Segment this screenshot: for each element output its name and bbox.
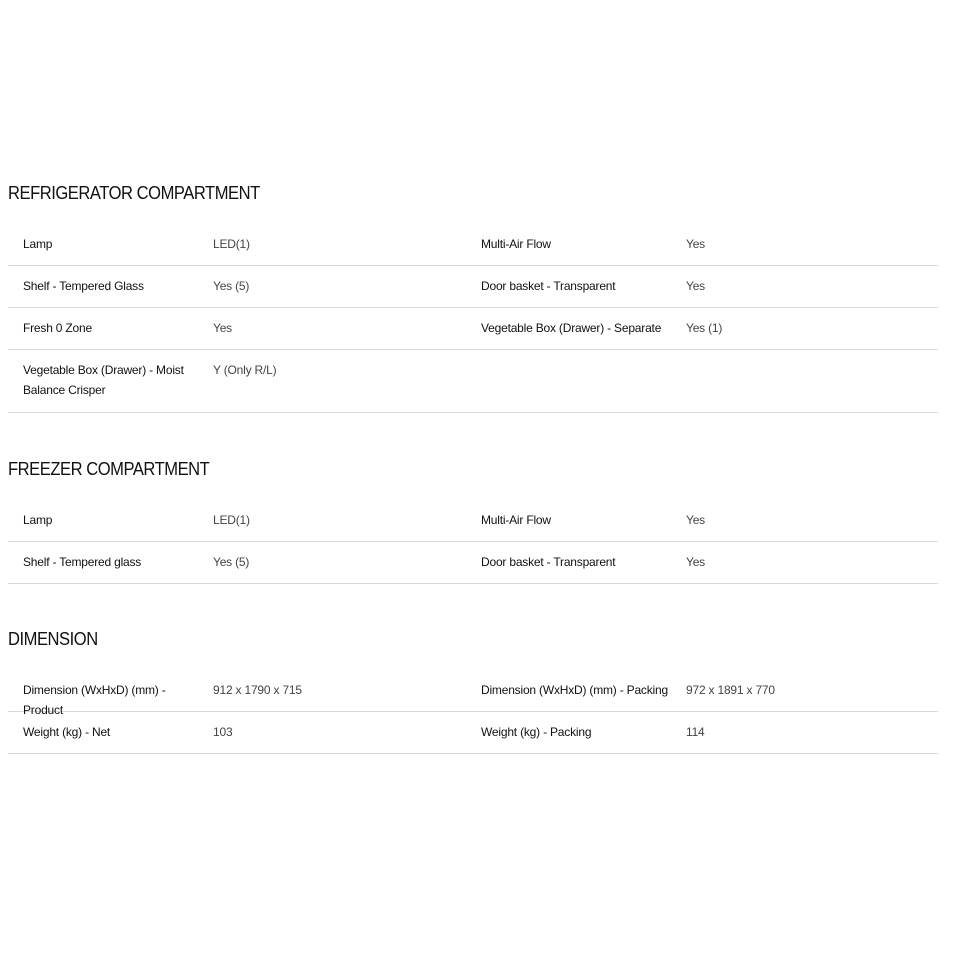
- spec-value: Yes: [686, 279, 705, 293]
- spec-label: [481, 350, 686, 360]
- refrigerator-compartment-section: [8, 180, 938, 413]
- spec-label: Multi-Air Flow: [481, 237, 551, 251]
- spec-value: Y (Only R/L): [213, 363, 277, 377]
- spec-row: [8, 712, 938, 754]
- section-title: REFRIGERATOR COMPARTMENT: [8, 183, 260, 203]
- spec-row: [8, 350, 938, 413]
- spec-row: [8, 542, 938, 584]
- spec-row: [8, 266, 938, 308]
- spec-label: Dimension (WxHxD) (mm) - Product: [23, 683, 166, 717]
- spec-label: Door basket - Transparent: [481, 279, 616, 293]
- spec-table: [8, 670, 938, 754]
- spec-label: Vegetable Box (Drawer) - Moist Balance Crisper: [23, 363, 184, 397]
- spec-row: [8, 224, 938, 266]
- spec-value: Yes: [686, 555, 705, 569]
- spec-label: Multi-Air Flow: [481, 513, 551, 527]
- spec-table: [8, 224, 938, 413]
- spec-label: Vegetable Box (Drawer) - Separate: [481, 321, 662, 335]
- spec-value: 912 x 1790 x 715: [213, 683, 302, 697]
- section-title: FREEZER COMPARTMENT: [8, 459, 210, 479]
- spec-label: Shelf - Tempered glass: [23, 555, 142, 569]
- spec-value: Yes: [686, 513, 705, 527]
- spec-row: [8, 308, 938, 350]
- spec-value: 972 x 1891 x 770: [686, 683, 775, 697]
- spec-value: 103: [213, 725, 233, 739]
- spec-row: [8, 500, 938, 542]
- spec-label: Lamp: [23, 237, 53, 251]
- spec-label: Shelf - Tempered Glass: [23, 279, 144, 293]
- spec-value: Yes: [213, 321, 232, 335]
- spec-value: 114: [686, 725, 705, 739]
- spec-label: Weight (kg) - Packing: [481, 725, 592, 739]
- spec-value: LED(1): [213, 513, 250, 527]
- spec-row: [8, 670, 938, 717]
- spec-label: Dimension (WxHxD) (mm) - Packing: [481, 683, 668, 697]
- spec-label: Lamp: [23, 513, 53, 527]
- spec-value: Yes (5): [213, 555, 250, 569]
- spec-label: Weight (kg) - Net: [23, 725, 111, 739]
- spec-value: [686, 350, 938, 360]
- section-title: DIMENSION: [8, 629, 98, 649]
- spec-label: Door basket - Transparent: [481, 555, 616, 569]
- spec-label: Fresh 0 Zone: [23, 321, 92, 335]
- spec-value: Yes (1): [686, 321, 723, 335]
- spec-value: Yes (5): [213, 279, 250, 293]
- spec-value: Yes: [686, 237, 705, 251]
- spec-table: [8, 500, 938, 584]
- spec-value: LED(1): [213, 237, 250, 251]
- dimension-section: [8, 626, 938, 754]
- freezer-compartment-section: [8, 456, 938, 584]
